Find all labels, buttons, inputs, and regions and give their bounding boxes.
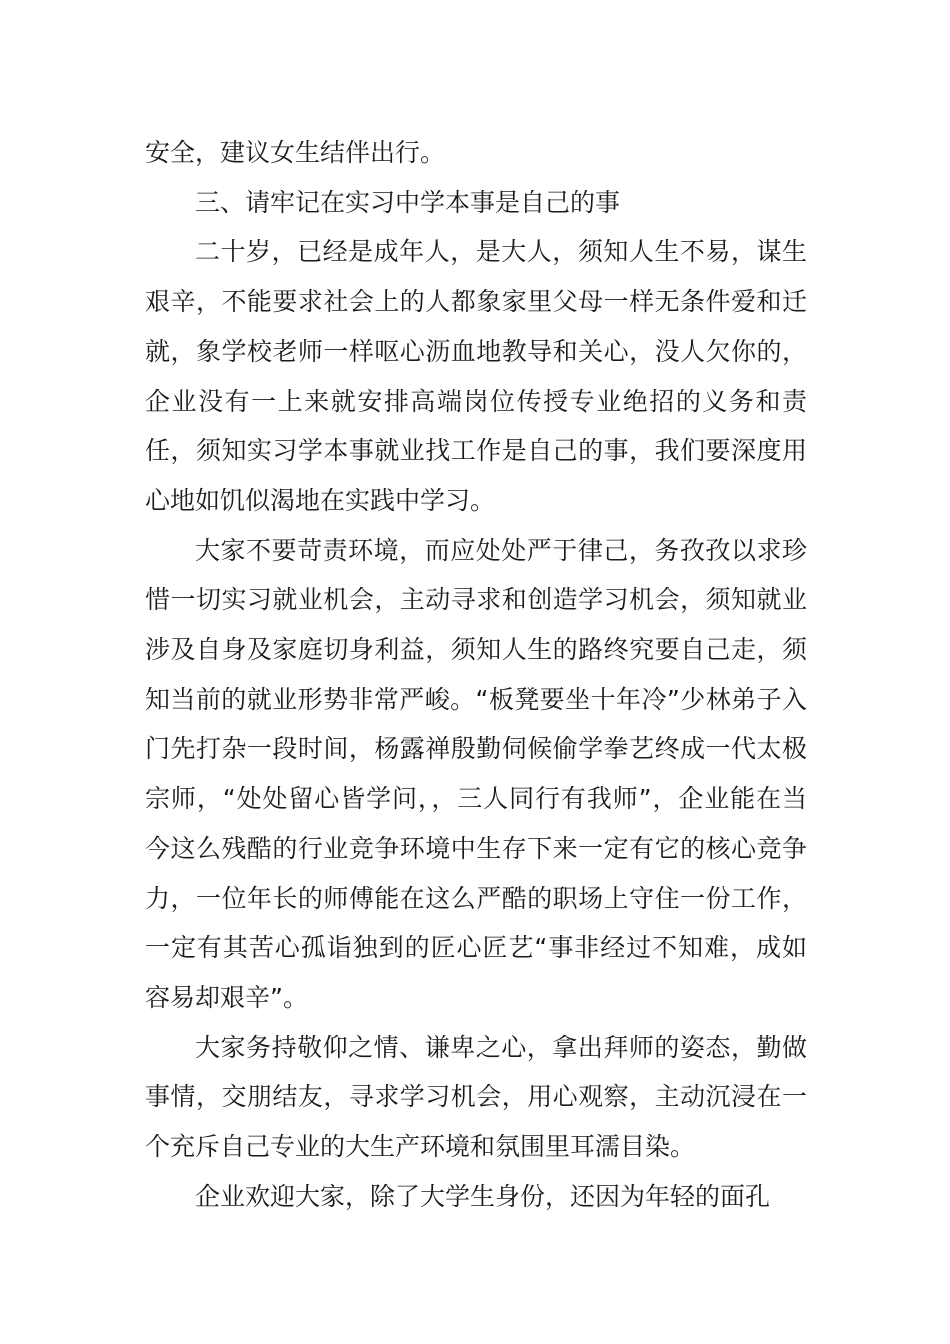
paragraph-4: 大家务持敬仰之情、谦卑之心，拿出拜师的姿态，勤做事情，交朋结友，寻求学习机会，用心观察，主动沉浸在一个充斥自己专业的大生产环境和氛围里耳濡目染。 [145, 1032, 807, 1162]
document-body [145, 128, 807, 1221]
paragraph-3: 大家不要苛责环境，而应处处严于律己，务孜孜以求珍惜一切实习就业机会，主动寻求和创造学习机会，须知就业涉及自身及家庭切身利益，须知人生的路终究要自己走，须知当前的就业形势非常严峻。“板凳要坐十年冷”少林弟子入门先打杂一段时间，杨露禅殷勤伺候偷学拳艺终成一代太极宗师，“处处留心皆学问，，三人同行有我师”，企业能在当今这么残酷的行业竞争环境中生存下来一定有它的核心竞争力，一位年长的师傅能在这么严酷的职场上守住一份工作，一定有其苦心孤诣独到的匠心匠艺“事非经过不知难，成如容易却艰辛”。 [145, 535, 807, 1012]
paragraph-1: 安全，建议女生结伴出行。 [145, 138, 446, 167]
paragraph-2: 二十岁，已经是成年人，是大人，须知人生不易，谋生艰辛，不能要求社会上的人都象家里父母一样无条件爱和迁就，象学校老师一样呕心沥血地教导和关心，没人欠你的，企业没有一上来就安排高端岗位传授专业绝招的义务和责任，须知实习学本事就业找工作是自己的事，我们要深度用心地如饥似渴地在实践中学习。 [145, 237, 807, 515]
section-heading: 三、请牢记在实习中学本事是自己的事 [195, 187, 621, 217]
paragraph-5: 企业欢迎大家，除了大学生身份，还因为年轻的面孔 [195, 1181, 771, 1211]
